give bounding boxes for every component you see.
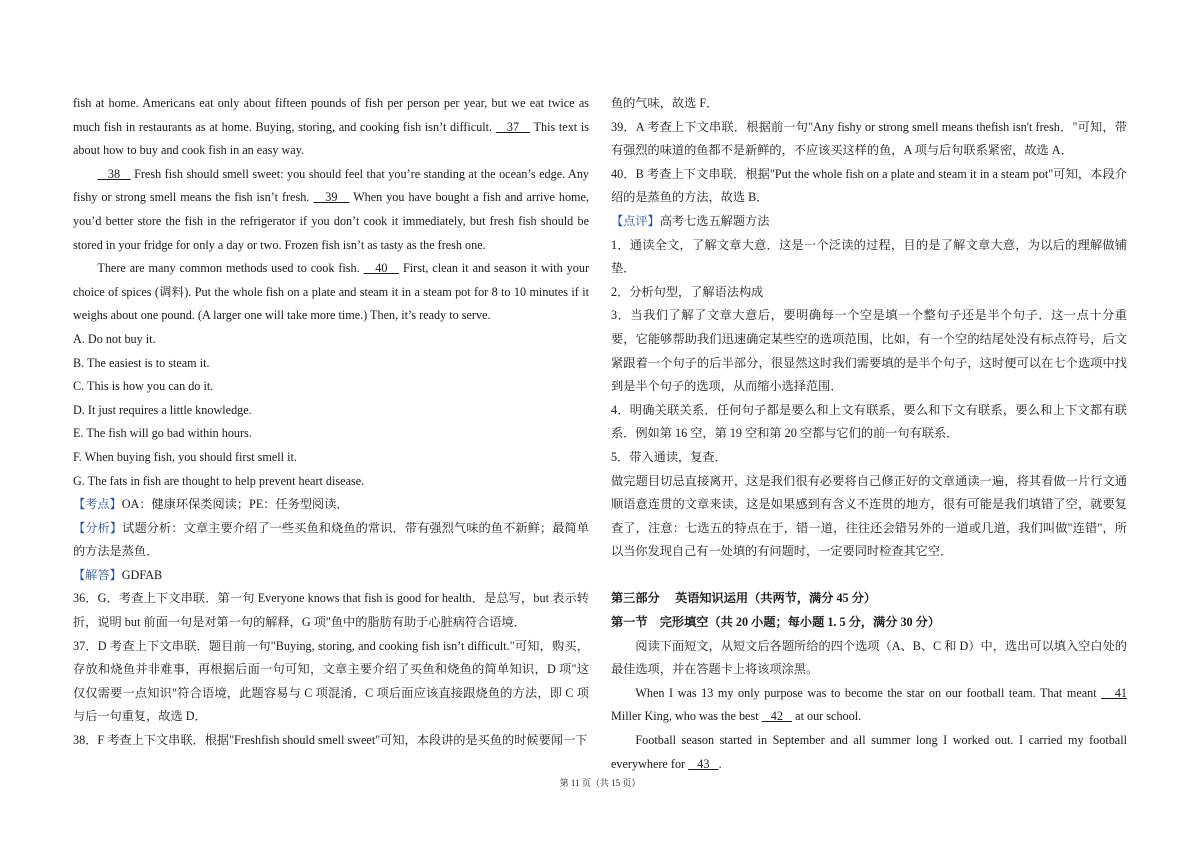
passage-paragraph-3: There are many common methods used to cook fish. 40 First, clean it and season it with your choice of spices (调料). Put the whole fish on a plate and steam it in a steam pot for 8 to 10 minutes if it weighs about one pound. (A larger one will take more time.) Then, it’s ready to serve. <box>73 261 590 323</box>
answer-36: 36．G．考查上下文串联．第一句 Everyone knows that fish is good for health．是总写，but 表示转折，说明 but 前面一句是对第一句的解释，G 项"鱼中的脂肪有助于心脏病符合语境． <box>73 591 589 630</box>
answer-40: 40．B 考查上下文串联．根据"Put the whole fish on a plate and steam it in a steam pot"可知，本段介绍的是蒸鱼的方法，故选 B． <box>611 166 1127 205</box>
method-4: 4．明确关联关系．任何句子都是要么和上文有联系，要么和下文有联系，要么和上下文都有联系．例如第 16 空，第 19 空和第 20 空都与它们的前一句有联系． <box>611 402 1127 441</box>
answer-38-continued: 鱼的气味，故选 F． <box>611 96 719 110</box>
left-column <box>73 92 589 753</box>
blank-38: 38 <box>97 166 131 181</box>
option-b: B. The easiest is to steam it. <box>73 355 210 370</box>
answer-39: 39．A 考查上下文串联．根据前一句"Any fishy or strong smell means thefish isn't fresh．"可知，带有强烈的味道的鱼都不是新鲜的，不应该买这样的鱼，A 项与后句联系紧密，故选 A． <box>611 119 1127 158</box>
section-gap <box>611 564 1127 588</box>
option-g: G. The fats in fish are thought to help prevent heart disease. <box>73 473 365 488</box>
fenxi-note: 【分析】试题分析：文章主要介绍了一些买鱼和烧鱼的常识．带有强烈气味的鱼不新鲜；最简单的方法是蒸鱼． <box>73 520 590 559</box>
section-1-heading: 第一节 完形填空（共 20 小题；每小题 1. 5 分，满分 30 分） <box>611 615 941 630</box>
passage-paragraph-2: 38 Fresh fish should smell sweet: you should feel that you’re standing at the ocean’s edge. Any fishy or strong smell means the fish isn’t fresh. 39 When you have bought a fish and arrive home, you’d better store the fish in the refrigerator if you don’t cook it immediately, but fresh fish should be stored in your fridge for only a day or two. Frozen fish isn’t as tasty as the fresh one. <box>73 166 590 252</box>
method-6: 做完题目切忌直接离开，这是我们很有必要将自己修正好的文章通读一遍，将其看做一片行文通顺语意连贯的文章来读，这是如果感到有含义不连贯的地方，很有可能是我们填错了空，就要复查了，注意：七选五的特点在于，错一道，往往还会错另外的一道或几道，我们叫做"连错"，所以当你发现自己有一处填的有问题时，一定要同时检查其它空． <box>611 473 1127 559</box>
blank-42: 42 <box>761 709 793 724</box>
right-column <box>611 92 1127 776</box>
blank-39: 39 <box>313 190 350 205</box>
answer-38: 38．F 考查上下文串联．根据"Freshfish should smell sweet"可知，本段讲的是买鱼的时候要闻一下 <box>73 733 588 748</box>
dianping-note: 【点评】高考七选五解题方法 <box>611 213 770 228</box>
fenxi-tag: 【分析】 <box>73 520 123 535</box>
method-1: 1．通读全文，了解文章大意．这是一个泛读的过程，目的是了解文章大意，为以后的理解做铺垫． <box>611 237 1127 276</box>
blank-43: 43 <box>688 756 719 771</box>
jieda-tag: 【解答】 <box>73 567 122 582</box>
cloze-instructions: 阅读下面短文，从短文后各题所给的四个选项（A、B、C 和 D）中，选出可以填入空白处的最佳选项，并在答题卡上将该项涂黑。 <box>611 638 1127 677</box>
jieda-note: 【解答】GDFAB <box>73 567 163 582</box>
cloze-paragraph-2: Football season started in September and all summer long I worked out. I carried my football everywhere for 43 . <box>611 733 1127 771</box>
blank-40: 40 <box>363 261 400 276</box>
cloze-paragraph-1: When I was 13 my only purpose was to become the star on our football team. That meant 41 Miller King, who was the best 42 at our school. <box>611 685 1128 724</box>
passage-paragraph-1: fish at home. Americans eat only about fifteen pounds of fish per person per year, but we eat twice as much fish in restaurants as at home. Buying, storing, and cooking fish isn’t difficult. 37 This text is about how to buy and cook fish in an easy way. <box>73 96 589 158</box>
option-f: F. When buying fish, you should first smell it. <box>73 449 297 464</box>
method-2: 2．分析句型，了解语法构成 <box>611 284 764 299</box>
option-a: A. Do not buy it. <box>73 331 156 346</box>
page-footer: 第 11 页（共 15 页） <box>559 778 641 788</box>
method-3: 3．当我们了解了文章大意后，要明确每一个空是填一个整句子还是半个句子．这一点十分重要，它能够帮助我们迅速确定某些空的选项范围，比如，有一个空的结尾处没有标点符号，后文紧跟着一个句子的后半部分，很显然这时我们需要填的是半个句子，这时便可以在七个选项中找到是半个句子的选项，从而缩小选择范围． <box>611 308 1127 394</box>
blank-41: 41 <box>1101 685 1128 700</box>
answer-37: 37．D 考查上下文串联．题目前一句"Buying, storing, and cooking fish isn’t difficult."可知，购买，存放和烧鱼并非难事，再根据后面一句可知，文章主要介绍了买鱼和烧鱼的简单知识，D 项"这仅仅需要一点知识"符合语境，此题容易与 C 项混淆，C 项后面应该直接跟烧鱼的方法，即 C 项与后一句重复，故选 D． <box>73 638 589 724</box>
kaodian-note: 【考点】OA：健康环保类阅读；PE：任务型阅读． <box>73 497 349 512</box>
method-5: 5．带入通读，复查． <box>611 449 727 464</box>
option-c: C. This is how you can do it. <box>73 379 214 394</box>
kaodian-tag: 【考点】 <box>73 497 122 512</box>
part-3-heading: 第三部分 英语知识运用（共两节，满分 45 分） <box>611 591 877 606</box>
blank-37: 37 <box>495 119 531 134</box>
dianping-tag: 【点评】 <box>611 213 660 228</box>
option-d: D. It just requires a little knowledge. <box>73 402 252 417</box>
option-e: E. The fish will go bad within hours. <box>73 426 252 441</box>
